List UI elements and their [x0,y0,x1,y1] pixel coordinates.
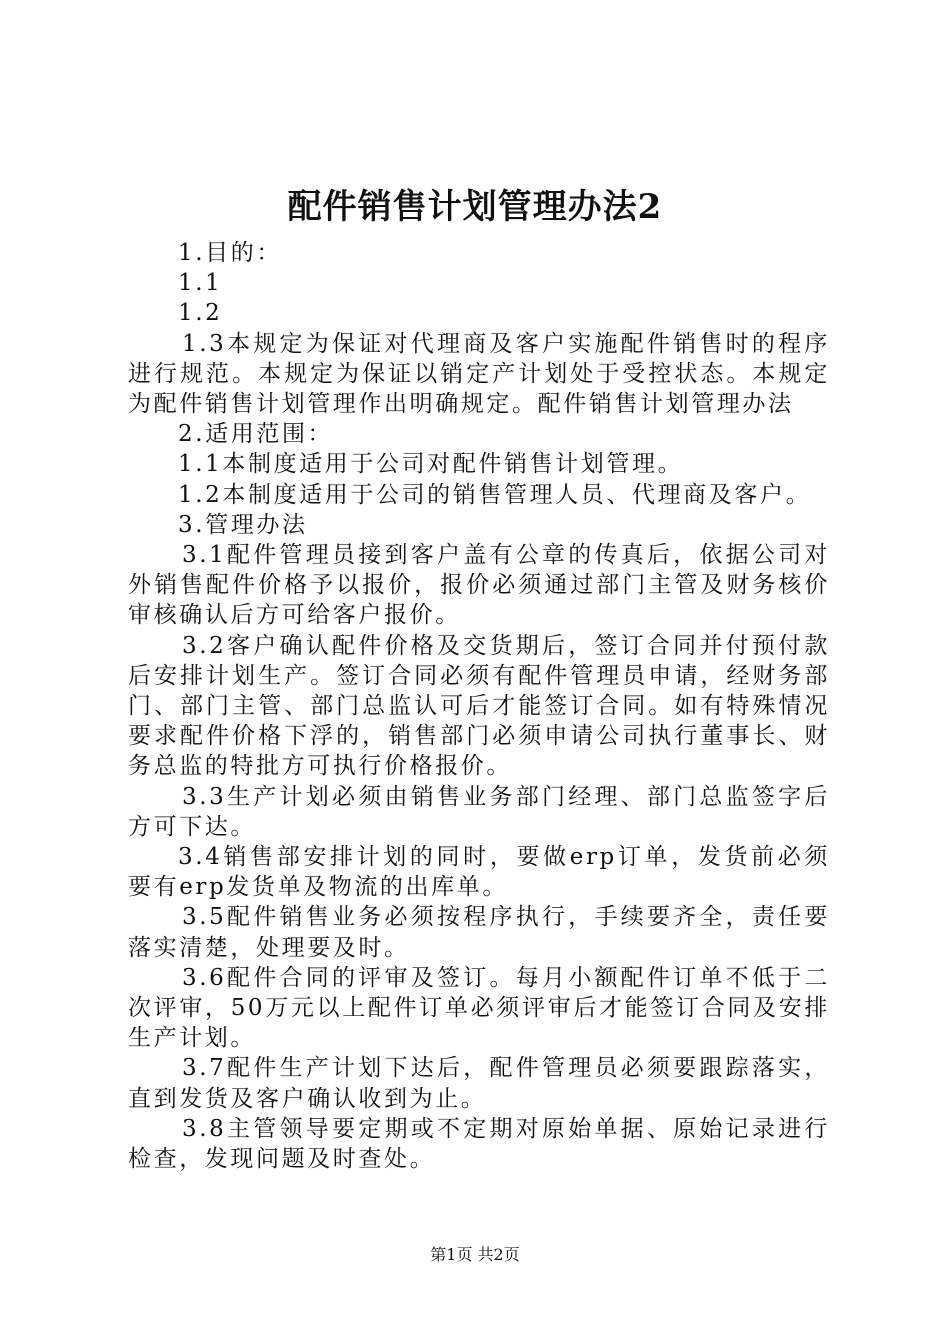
paragraph: 3.管理办法 [178,511,308,538]
paragraph: 1.2 [178,300,223,327]
paragraph: 3.7配件生产计划下达后，配件管理员必须要跟踪落实，直到发货及客户确认收到为止。 [128,1055,830,1112]
paragraph: 1.3本规定为保证对代理商及客户实施配件销售时的程序进行规范。本规定为保证以销定产计划处于受控状态。本规定为配件销售计划管理作出明确规定。配件销售计划管理办法 [128,330,830,418]
document-body [128,238,830,1174]
paragraph: 1.1本制度适用于公司对配件销售计划管理。 [178,451,684,478]
paragraph: 2.适用范围： [178,421,334,448]
paragraph: 1.1 [178,270,223,297]
paragraph: 1.2本制度适用于公司的销售管理人员、代理商及客户。 [178,481,812,508]
paragraph: 3.1配件管理员接到客户盖有公章的传真后，依据公司对外销售配件价格予以报价，报价必须通过部门主管及财务核价审核确认后方可给客户报价。 [128,542,830,629]
paragraph: 3.5配件销售业务必须按程序执行，手续要齐全，责任要落实清楚，处理要及时。 [128,904,830,961]
document-title: 配件销售计划管理办法2 [287,187,663,227]
paragraph: 3.8主管领导要定期或不定期对原始单据、原始记录进行检查，发现问题及时查处。 [128,1115,830,1173]
page-footer: 第1页 共2页 [430,1245,520,1264]
paragraph: 3.6配件合同的评审及签订。每月小额配件订单不低于二次评审，50万元以上配件订单必须评审后才能签订合同及安排生产计划。 [128,964,830,1052]
paragraph: 3.3生产计划必须由销售业务部门经理、部门总监签字后方可下达。 [128,783,830,840]
paragraph: 1.目的： [178,240,282,266]
paragraph: 3.2客户确认配件价格及交货期后，签订合同并付预付款后安排计划生产。签订合同必须有配件管理员申请，经财务部门、部门主管、部门总监认可后才能签订合同。如有特殊情况要求配件价格下浮的，销售部门必须申请公司执行董事长、财务总监的特批方可执行价格报价。 [128,632,830,780]
paragraph: 3.4销售部安排计划的同时，要做erp订单，发货前必须要有erp发货单及物流的出库单。 [128,844,830,901]
